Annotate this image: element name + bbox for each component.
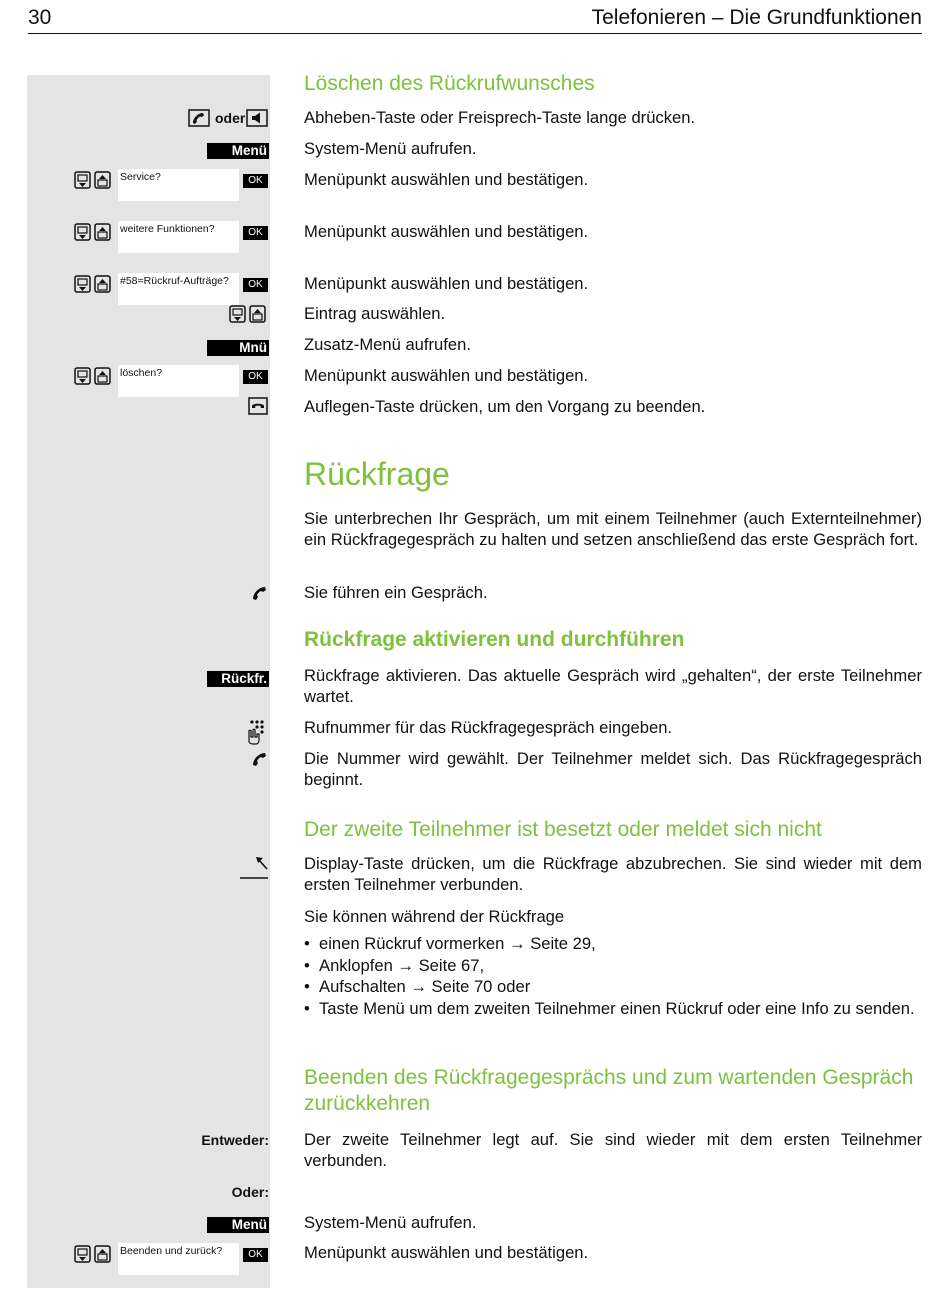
page-number: 30 xyxy=(28,6,52,29)
ok-button[interactable]: OK xyxy=(243,370,268,384)
step-text: Rückfrage aktivieren. Das aktuelle Gespräch wird „gehalten“, der erste Teilnehmer wartet. xyxy=(304,666,922,706)
oder-label: oder xyxy=(215,110,246,126)
mnue-softkey[interactable]: Mnü xyxy=(207,340,269,356)
ok-button[interactable]: OK xyxy=(243,226,268,240)
list-item: • Anklopfen → Seite 67, xyxy=(304,955,922,977)
nav-keys-icon[interactable] xyxy=(74,275,112,293)
hangup-key-icon[interactable] xyxy=(248,397,268,415)
entweder-label: Entweder: xyxy=(201,1132,269,1148)
step-text: System-Menü aufrufen. xyxy=(304,1213,477,1232)
step-text: Der zweite Teilnehmer legt auf. Sie sind wieder mit dem ersten Teilnehmer verbunden. xyxy=(304,1130,922,1170)
ok-button[interactable]: OK xyxy=(243,1248,268,1262)
step-text: Menüpunkt auswählen und bestätigen. xyxy=(304,366,589,385)
oder-label: Oder: xyxy=(231,1184,269,1200)
page-header-title: Telefonieren – Die Grundfunktionen xyxy=(591,6,922,29)
handset-icon xyxy=(250,584,268,602)
step-text: Abheben-Taste oder Freisprech-Taste lange drücken. xyxy=(304,108,696,127)
section-heading-besetzt: Der zweite Teilnehmer ist besetzt oder meldet sich nicht xyxy=(304,818,822,841)
step-text: Zusatz-Menü aufrufen. xyxy=(304,335,471,354)
section-heading-aktivieren: Rückfrage aktivieren und durchführen xyxy=(304,628,685,651)
step-text: Menüpunkt auswählen und bestätigen. xyxy=(304,222,589,241)
display-rueckruf-auftraege: #58=Rückruf-Aufträge? xyxy=(118,273,239,305)
nav-keys-icon[interactable] xyxy=(74,367,112,385)
menu-softkey[interactable]: Menü xyxy=(207,1217,269,1233)
nav-keys-icon[interactable] xyxy=(229,305,267,323)
rueckfr-softkey[interactable]: Rückfr. xyxy=(207,671,269,687)
display-key-icon[interactable] xyxy=(239,855,269,880)
nav-keys-icon[interactable] xyxy=(74,1245,112,1263)
step-text: Eintrag auswählen. xyxy=(304,304,446,323)
nav-keys-icon[interactable] xyxy=(74,223,112,241)
step-text: Sie können während der Rückfrage xyxy=(304,907,565,926)
step-text: System-Menü aufrufen. xyxy=(304,139,477,158)
step-text: Sie führen ein Gespräch. xyxy=(304,583,488,602)
step-text: Die Nummer wird gewählt. Der Teilnehmer meldet sich. Das Rückfragegespräch beginnt. xyxy=(304,749,922,789)
list-item: • Taste Menü um dem zweiten Teilnehmer einen Rückruf oder eine Info zu senden. xyxy=(304,998,922,1020)
display-service: Service? xyxy=(118,169,239,201)
section-heading-loeschen: Löschen des Rückrufwunsches xyxy=(304,72,595,95)
header-rule xyxy=(28,33,922,34)
intro-text: Sie unterbrechen Ihr Gespräch, um mit einem Teilnehmer (auch Externteilnehmer) ein Rückfragegespräch zu halten und setzen anschließend das erste Gespräch fort. xyxy=(304,509,922,549)
speaker-key-icon xyxy=(246,109,268,127)
section-heading-beenden: Beenden des Rückfragegesprächs und zum wartenden Gespräch zurückkehren xyxy=(304,1066,914,1115)
step-text: Menüpunkt auswählen und bestätigen. xyxy=(304,1243,589,1262)
step-text: Display-Taste drücken, um die Rückfrage abzubrechen. Sie sind wieder mit dem ersten Teilnehmer verbunden. xyxy=(304,854,922,894)
step-text: Rufnummer für das Rückfragegespräch eingeben. xyxy=(304,718,673,737)
ok-button[interactable]: OK xyxy=(243,278,268,292)
menu-softkey[interactable]: Menü xyxy=(207,143,269,159)
options-list xyxy=(304,933,922,1019)
handset-key-icon xyxy=(188,109,210,127)
ok-button[interactable]: OK xyxy=(243,174,268,188)
list-item: • einen Rückruf vormerken → Seite 29, xyxy=(304,933,922,955)
handset-icon xyxy=(250,750,268,768)
keypad-icon xyxy=(246,719,268,745)
list-item: • Aufschalten → Seite 70 oder xyxy=(304,976,922,998)
step-text: Menüpunkt auswählen und bestätigen. xyxy=(304,170,589,189)
display-beenden-und-zurueck: Beenden und zurück? xyxy=(118,1243,239,1275)
step-text: Auflegen-Taste drücken, um den Vorgang zu beenden. xyxy=(304,397,706,416)
nav-keys-icon[interactable] xyxy=(74,171,112,189)
display-loeschen: löschen? xyxy=(118,365,239,397)
section-title-rueckfrage: Rückfrage xyxy=(304,456,450,492)
display-weitere-funktionen: weitere Funktionen? xyxy=(118,221,239,253)
step-text: Menüpunkt auswählen und bestätigen. xyxy=(304,274,589,293)
